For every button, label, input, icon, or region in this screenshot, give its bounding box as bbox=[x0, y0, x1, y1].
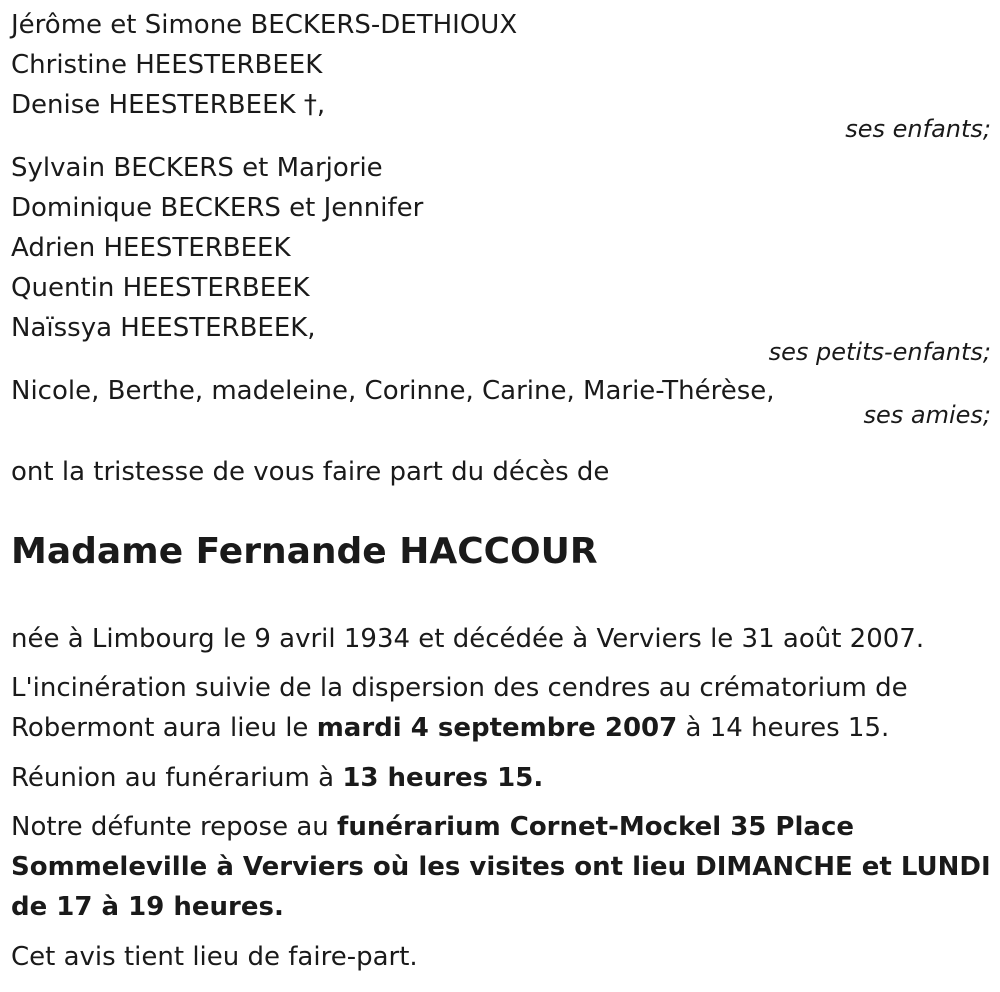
friends-names: Nicole, Berthe, madeleine, Corinne, Carine, Marie-Thérèse, bbox=[11, 376, 775, 406]
reunion-text-before: Réunion au funérarium à bbox=[11, 763, 343, 793]
children-role: ses enfants; bbox=[845, 115, 991, 143]
cremation-paragraph bbox=[11, 668, 991, 748]
deceased-name: Madame Fernande HACCOUR bbox=[11, 531, 598, 572]
rests-text-before: Notre défunte repose au bbox=[11, 812, 338, 842]
grandchild-name-1: Sylvain BECKERS et Marjorie bbox=[11, 153, 383, 183]
grandchild-name-5: Naïssya HEESTERBEEK, bbox=[11, 313, 316, 343]
child-name-2: Christine HEESTERBEEK bbox=[11, 50, 323, 80]
reunion-time: 13 heures 15. bbox=[342, 763, 544, 793]
child-name-1: Jérôme et Simone BECKERS-DETHIOUX bbox=[11, 10, 518, 40]
rests-paragraph bbox=[11, 807, 991, 927]
closing-text: Cet avis tient lieu de faire-part. bbox=[11, 942, 418, 972]
grandchild-name-4: Quentin HEESTERBEEK bbox=[11, 273, 310, 303]
announcement-text: ont la tristesse de vous faire part du décès de bbox=[11, 457, 610, 487]
reunion-paragraph bbox=[11, 758, 991, 798]
birth-death-text: née à Limbourg le 9 avril 1934 et décédée à Verviers le 31 août 2007. bbox=[11, 624, 925, 654]
cremation-text-before: L'incinération suivie de la dispersion des cendres au crématorium de Robermont aura lieu le bbox=[11, 673, 908, 743]
friends-role: ses amies; bbox=[863, 401, 991, 429]
rests-details: funérarium Cornet-Mockel 35 Place Sommeleville à Verviers où les visites ont lieu DIMANCHE et LUNDI de 17 à 19 heures. bbox=[11, 812, 991, 922]
child-name-3: Denise HEESTERBEEK †, bbox=[11, 90, 326, 120]
grandchildren-role: ses petits-enfants; bbox=[768, 338, 991, 366]
cremation-text-after: à 14 heures 15. bbox=[677, 713, 890, 743]
grandchild-name-2: Dominique BECKERS et Jennifer bbox=[11, 193, 424, 223]
grandchild-name-3: Adrien HEESTERBEEK bbox=[11, 233, 291, 263]
cremation-date: mardi 4 septembre 2007 bbox=[316, 713, 678, 743]
